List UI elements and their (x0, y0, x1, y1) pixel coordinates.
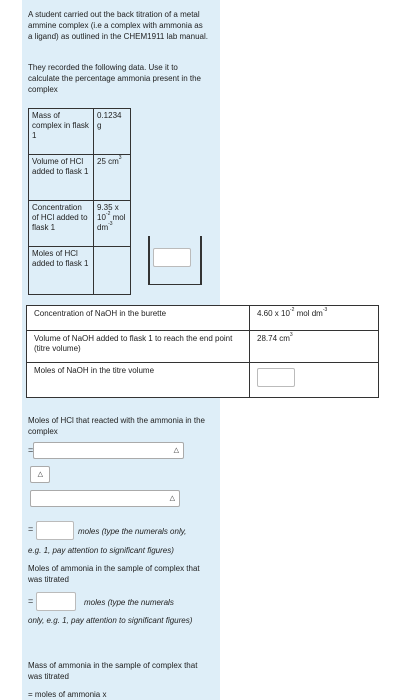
hcl-volume-text: 25 cm (97, 157, 119, 166)
ammonia-mass-prompt: Mass of ammonia in the sample of complex that was titrated (28, 661, 198, 681)
naoh-conc-b: mol dm (294, 309, 323, 318)
equals-sign: = (28, 596, 34, 606)
hcl-conc-sup-a: -2 (105, 211, 111, 217)
row-label-hcl-volume: Volume of HCl added to flask 1 (29, 155, 94, 201)
table-row (27, 363, 379, 398)
answer-hint-2: e.g. 1, pay attention to significant figures) (28, 546, 174, 555)
chevron-updown-icon: △ (173, 447, 179, 454)
row-label-naoh-moles: Moles of NaOH in the titre volume (27, 363, 250, 398)
answer-hint: moles (type the numerals (84, 598, 174, 607)
table-row (29, 109, 131, 155)
answer-hint: moles (type the numerals only, (78, 527, 187, 536)
naoh-conc-a: 4.60 x 10 (257, 309, 290, 318)
hcl-reacted-prompt: Moles of HCl that reacted with the ammonia in the complex (28, 416, 205, 436)
equals-sign: = (28, 445, 34, 455)
intro-text-2: They recorded the following data. Use it to calculate the percentage ammonia present in the complex (28, 63, 201, 94)
row-value-hcl-conc (94, 201, 131, 247)
hcl-moles-input[interactable] (153, 248, 191, 267)
table-row (29, 155, 131, 201)
answer-hint-2: only, e.g. 1, pay attention to significant figures) (28, 616, 193, 625)
hcl-conc-sup-b: -3 (108, 221, 113, 227)
row-value-naoh-volume (250, 331, 379, 363)
table-row (29, 247, 131, 295)
hcl-conc-b: mol dm (97, 213, 126, 232)
row-value-hcl-moles (94, 247, 131, 295)
table-row (27, 331, 379, 363)
row-value-naoh-moles (250, 363, 379, 398)
equals-sign: = (28, 524, 34, 534)
naoh-volume-a: 28.74 cm (257, 334, 290, 343)
row-value-mass: 0.1234 g (94, 109, 131, 155)
row-label-naoh-volume: Volume of NaOH added to flask 1 to reach the end point (titre volume) (27, 331, 250, 363)
row-label-mass: Mass of complex in flask 1 (29, 109, 94, 155)
row-value-hcl-volume (94, 155, 131, 201)
chevron-updown-icon: △ (37, 471, 43, 478)
row-label-naoh-conc: Concentration of NaOH in the burette (27, 306, 250, 331)
table-row (29, 201, 131, 247)
hcl-volume-sup: 3 (118, 155, 122, 161)
data-table-2 (26, 305, 379, 398)
row-label-hcl-moles: Moles of HCl added to flask 1 (29, 247, 94, 295)
hcl-reacted-select-1[interactable] (33, 442, 184, 459)
hcl-reacted-select-3[interactable] (30, 490, 180, 507)
row-label-hcl-conc: Concentration of HCl added to flask 1 (29, 201, 94, 247)
chevron-updown-icon: △ (169, 495, 175, 502)
naoh-conc-sup-a: -2 (289, 307, 295, 313)
intro-text-1: A student carried out the back titration of a metal ammine complex (i.e a complex with ammonia as a ligand) as outlined in the CHEM1911 lab manual. (28, 10, 208, 41)
naoh-volume-sup-a: 3 (289, 332, 293, 338)
naoh-conc-sup-b: -3 (322, 307, 328, 313)
naoh-moles-input[interactable] (257, 368, 295, 387)
data-table-1 (28, 108, 131, 295)
hcl-reacted-select-2[interactable] (30, 466, 50, 483)
ammonia-moles-input[interactable] (36, 592, 76, 611)
hcl-conc-a: 9.35 x 10 (97, 203, 119, 222)
ammonia-mass-formula: = moles of ammonia x (28, 690, 107, 699)
table-row (27, 306, 379, 331)
hcl-reacted-moles-input[interactable] (36, 521, 74, 540)
row-value-naoh-conc (250, 306, 379, 331)
ammonia-moles-prompt: Moles of ammonia in the sample of complex that was titrated (28, 564, 200, 584)
